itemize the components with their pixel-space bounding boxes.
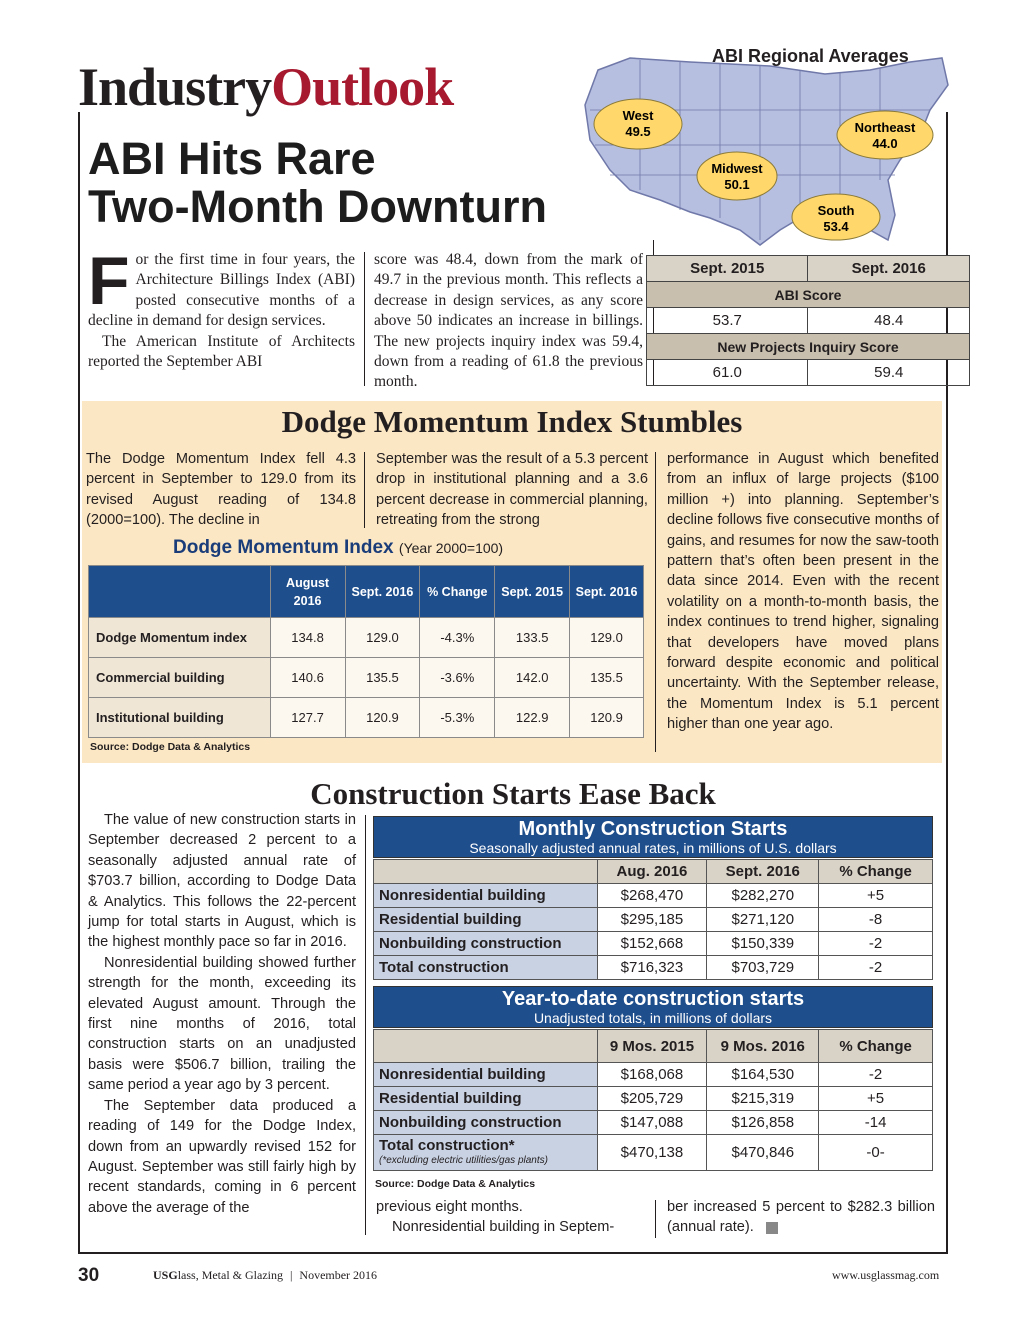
ytd-cell: $147,088 <box>597 1111 707 1135</box>
column-divider <box>365 815 366 1235</box>
monthly-row-label: Nonbuilding construction <box>374 932 598 956</box>
npi-score-2016: 59.4 <box>808 360 970 386</box>
construction-column-2 <box>376 1197 646 1238</box>
dmi-cell: -5.3% <box>420 698 495 738</box>
masthead-industry: Industry <box>78 57 272 117</box>
monthly-header: Aug. 2016 <box>597 860 707 884</box>
dmi-header: Sept. 2016 <box>345 566 420 618</box>
dmi-cell: 120.9 <box>345 698 420 738</box>
dmi-row-label: Dodge Momentum index <box>89 618 271 658</box>
ytd-cell: +5 <box>819 1087 933 1111</box>
dmi-cell: 120.9 <box>570 698 644 738</box>
cs-col1-p3: The September data produced a reading of 149 for the Dodge Index, down from an upwardly revised 152 for August. September was still fairly high by recent standards, coming in 6 percent above the average of the <box>88 1097 356 1216</box>
footer-date: November 2016 <box>299 1268 378 1282</box>
monthly-cell: $282,270 <box>707 884 819 908</box>
construction-source: Source: Dodge Data & Analytics <box>375 1178 536 1190</box>
abi-score-2015: 53.7 <box>647 308 808 334</box>
ytd-row-label: Residential building <box>374 1087 598 1111</box>
ytd-cell: -14 <box>819 1111 933 1135</box>
end-mark-icon <box>766 1222 778 1234</box>
dmi-header: Sept. 2016 <box>570 566 644 618</box>
ytd-total-label: Total construction* <box>379 1136 515 1154</box>
monthly-cell: $150,339 <box>707 932 819 956</box>
monthly-cell: $295,185 <box>597 908 707 932</box>
region-south-value: 53.4 <box>823 219 849 234</box>
table-row <box>374 932 933 956</box>
monthly-row-label: Total construction <box>374 956 598 980</box>
dmi-header: % Change <box>420 566 495 618</box>
footer-publication <box>153 1268 377 1283</box>
monthly-cell: $152,668 <box>597 932 707 956</box>
ytd-row-label: Nonbuilding construction <box>374 1111 598 1135</box>
ytd-cell: $205,729 <box>597 1087 707 1111</box>
ytd-title: Year-to-date construction starts <box>501 988 805 1010</box>
ytd-corner <box>374 1030 598 1063</box>
construction-title: Construction Starts Ease Back <box>310 776 716 811</box>
map-title: ABI Regional Averages <box>712 46 909 66</box>
dmi-corner <box>89 566 271 618</box>
monthly-subtitle: Seasonally adjusted annual rates, in millions of U.S. dollars <box>469 840 837 856</box>
intro-column-1 <box>88 243 355 372</box>
dodge-column-1: The Dodge Momentum Index fell 4.3 percent in September to 129.0 from its revised August reading of 134.8 (2000=100). The decline in <box>86 451 356 529</box>
cs-col1-p1: The value of new construction starts in September decreased 2 percent to a seasonally adjusted annual rate of $703.7 billion, according to Dodge Data & Analytics. This follows the 22-percent jump for total starts in August, which is the highest monthly pace so far in 2016. <box>88 812 356 951</box>
table-row <box>374 956 933 980</box>
dmi-cell: 122.9 <box>495 698 570 738</box>
us-map <box>570 40 950 255</box>
ytd-subtitle: Unadjusted totals, in millions of dollars <box>533 1010 773 1026</box>
headline <box>88 135 547 231</box>
ytd-cell: $470,138 <box>597 1135 707 1171</box>
ytd-cell: $126,858 <box>707 1111 819 1135</box>
ytd-header: 9 Mos. 2016 <box>707 1030 819 1063</box>
dmi-row-label: Commercial building <box>89 658 271 698</box>
dmi-cell: 129.0 <box>570 618 644 658</box>
monthly-cell: +5 <box>819 884 933 908</box>
cs-col3-text: ber increased 5 percent to $282.3 billion (annual rate). <box>667 1199 935 1236</box>
page-number: 30 <box>78 1265 100 1286</box>
headline-line2: Two-Month Downturn <box>88 181 548 232</box>
dmi-cell: 142.0 <box>495 658 570 698</box>
monthly-corner <box>374 860 598 884</box>
column-divider <box>655 1200 656 1238</box>
dodge-source: Source: Dodge Data & Analytics <box>90 741 251 753</box>
monthly-table-header <box>373 816 933 858</box>
column-divider <box>364 452 365 528</box>
table-row <box>89 618 644 658</box>
ytd-header: % Change <box>819 1030 933 1063</box>
ytd-header: 9 Mos. 2015 <box>597 1030 707 1063</box>
monthly-cell: -2 <box>819 932 933 956</box>
dodge-title: Dodge Momentum Index Stumbles <box>281 404 743 439</box>
dmi-cell: 133.5 <box>495 618 570 658</box>
monthly-header: % Change <box>819 860 933 884</box>
npi-score-2015: 61.0 <box>647 360 808 386</box>
intro-col1-text: or the first time in four years, the Architecture Billings Index (ABI) posted consecutive months of a decline in demand for design services. <box>88 251 355 330</box>
ytd-cell: $164,530 <box>707 1063 819 1087</box>
dmi-cell: 127.7 <box>270 698 345 738</box>
pub-bold: USG <box>153 1268 178 1282</box>
region-northeast-value: 44.0 <box>872 136 898 151</box>
region-midwest-name: Midwest <box>711 161 763 176</box>
monthly-cell: $271,120 <box>707 908 819 932</box>
dmi-subtitle: (Year 2000=100) <box>398 540 504 556</box>
dodge-column-2: September was the result of a 5.3 percent drop in institutional planning and a 3.6 percent decrease in commercial planning, retreating from the strong <box>376 451 648 529</box>
pub-rest: lass, Metal & Glazing <box>177 1268 283 1282</box>
ytd-total-label-cell <box>374 1135 598 1171</box>
monthly-row-label: Nonresidential building <box>374 884 598 908</box>
region-west-name: West <box>622 108 654 123</box>
footer-url[interactable]: www.usglassmag.com <box>832 1268 940 1282</box>
intro-col2-text: score was 48.4, down from the mark of 49.7 in the previous month. This reflects a decrease in design services, as any score above 50 indicates an increase in billings. The new projects inquiry index was 59.4, down from a reading of 61.8 the previous month. <box>374 251 643 391</box>
dmi-cell: 135.5 <box>570 658 644 698</box>
monthly-cell: $716,323 <box>597 956 707 980</box>
ytd-cell: $168,068 <box>597 1063 707 1087</box>
region-west-value: 49.5 <box>625 124 651 139</box>
monthly-cell: -8 <box>819 908 933 932</box>
dodge-momentum-table <box>88 565 644 738</box>
headline-line1: ABI Hits Rare <box>88 133 376 184</box>
monthly-cell: $268,470 <box>597 884 707 908</box>
npi-score-label: New Projects Inquiry Score <box>647 334 970 360</box>
cs-col1-p2: Nonresidential building showed further strength for the month, exceeding its elevated August amount. Through the first nine months of 2016, total construction starts on an unadjusted basis were $506.7 billion, trailing the same period a year ago by 3 percent. <box>88 954 356 1094</box>
monthly-title: Monthly Construction Starts <box>518 818 788 840</box>
table-row <box>374 1135 933 1171</box>
ytd-cell: -2 <box>819 1063 933 1087</box>
ytd-cell: -0- <box>819 1135 933 1171</box>
abi-score-2016: 48.4 <box>808 308 970 334</box>
ytd-total-note: (*excluding electric utilities/gas plants) <box>379 1154 548 1166</box>
monthly-cell: -2 <box>819 956 933 980</box>
table-row <box>374 1087 933 1111</box>
ytd-starts-table <box>373 1029 933 1171</box>
dmi-row-label: Institutional building <box>89 698 271 738</box>
cs-col2-p1: previous eight months. <box>376 1199 523 1215</box>
dmi-cell: -3.6% <box>420 658 495 698</box>
region-northeast-name: Northeast <box>854 120 916 135</box>
dmi-table-title <box>173 537 503 559</box>
masthead-outlook: Outlook <box>271 57 454 117</box>
ytd-table-header <box>373 986 933 1028</box>
ytd-cell: $215,319 <box>707 1087 819 1111</box>
drop-cap: F <box>88 243 130 319</box>
footer-separator: | <box>290 1268 293 1282</box>
table-row <box>89 658 644 698</box>
construction-column-3 <box>667 1197 935 1238</box>
intro-column-2 <box>374 250 643 393</box>
table-row <box>374 1111 933 1135</box>
dodge-column-3: performance in August which benefited from an influx of large projects ($100 million +) into planning. September’s decline follows five consecutive months of gains, and resumes for now the saw-tooth pattern that’s often been present in the data since 2014. Even with the recent volatility on a month-to-month basis, the index continues to trend higher, signaling that developers have moved plans forward despite economic and political uncertainty. With the September release, the Momentum Index is 5.1 percent higher than one year ago. <box>667 451 939 733</box>
dmi-header: Sept. 2015 <box>495 566 570 618</box>
dmi-header: August 2016 <box>270 566 345 618</box>
dmi-cell: 134.8 <box>270 618 345 658</box>
dmi-title-text: Dodge Momentum Index <box>173 537 394 558</box>
abi-col-2016: Sept. 2016 <box>808 256 970 282</box>
abi-score-label: ABI Score <box>647 282 970 308</box>
table-row <box>374 1063 933 1087</box>
table-row <box>89 698 644 738</box>
abi-table <box>646 255 970 386</box>
monthly-cell: $703,729 <box>707 956 819 980</box>
table-row <box>374 884 933 908</box>
monthly-starts-table <box>373 859 933 980</box>
table-row <box>374 908 933 932</box>
ytd-row-label: Nonresidential building <box>374 1063 598 1087</box>
cs-col2-p2: Nonresidential building in Septem- <box>392 1219 615 1236</box>
construction-column-1 <box>88 810 356 1218</box>
column-divider <box>655 452 656 752</box>
ytd-cell: $470,846 <box>707 1135 819 1171</box>
dmi-cell: 129.0 <box>345 618 420 658</box>
masthead-title <box>78 57 454 117</box>
dmi-cell: 140.6 <box>270 658 345 698</box>
dmi-cell: -4.3% <box>420 618 495 658</box>
monthly-row-label: Residential building <box>374 908 598 932</box>
region-midwest-value: 50.1 <box>724 177 750 192</box>
region-south-name: South <box>817 203 855 218</box>
monthly-header: Sept. 2016 <box>707 860 819 884</box>
dmi-cell: 135.5 <box>345 658 420 698</box>
intro-col1-text-b: The American Institute of Architects reported the September ABI <box>88 332 355 371</box>
column-divider <box>364 252 365 386</box>
abi-col-2015: Sept. 2015 <box>647 256 808 282</box>
